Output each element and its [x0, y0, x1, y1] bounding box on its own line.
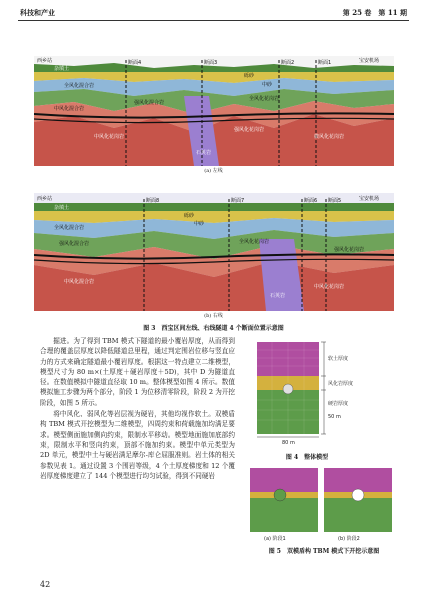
fig3-caption: 图 3 西宝区间左线、右线隧道 4 个断面位置示意图: [143, 325, 284, 332]
layer-label: 砾砂: [184, 213, 195, 219]
layer-label: 全风化花岗岩: [239, 239, 270, 245]
journal-name: 科技和产业: [20, 8, 55, 17]
fig4-label: 硬岩厚度: [328, 401, 349, 407]
layer-label: 强风化混合岩: [134, 100, 165, 106]
fig4-dim-width: 80 m: [282, 440, 295, 446]
fig3b-subcaption: (b) 右线: [204, 313, 223, 319]
left-end-label: 西乡站: [37, 196, 53, 202]
layer-label: 微风化花岗岩: [314, 134, 345, 140]
layer-label: 全风化花岗岩: [249, 96, 280, 102]
layer-label: 强风化花岗岩: [234, 127, 265, 133]
geologic-section-right-line: [34, 193, 394, 311]
paragraph: 掘进。为了得到 TBM 模式下隧道的最小覆岩厚度，从而得到合理的覆盖层厚度以降低隧道总里程，通过判定围岩位移与竖直应力的方式来确定隧道最小覆岩厚度。根据这一特点建立二维模型，模型尺寸为 80 m×(土厚度＋硬岩厚度＋5D)，其中 D 为隧道直径。在数值模拟中隧道直径取 10 m。整体模型如图 4 所示。数值模拟施工步骤为两个部分，阶段 1 为位移清零阶段，阶段 2 为开挖阶段，如图 5 所示。: [40, 337, 235, 407]
layer-label: 杂填土: [54, 66, 70, 72]
layer-label: 中风化混合岩: [64, 279, 95, 285]
section-label: 断面7: [231, 198, 245, 204]
layer-label: 全风化混合岩: [54, 225, 85, 231]
layer-label: 中砂: [194, 221, 205, 227]
right-end-label: 宝安机场: [359, 58, 380, 64]
section-label: 断面8: [146, 198, 160, 204]
section-label: 断面6: [304, 198, 318, 204]
section-label: 断面3: [204, 60, 218, 66]
header-rule: [18, 20, 409, 21]
layer-label: 砾砂: [244, 73, 255, 79]
layer-label: 石英岩: [270, 293, 286, 299]
fig5a-subcaption: (a) 阶段1: [264, 536, 286, 542]
layer-label: 中砂: [262, 82, 273, 88]
paragraph: 将中风化、弱风化等岩层视为硬岩，其他均视作软土。双模盾构 TBM 模式开挖模型为二维模型，四周约束和荷载施加均满足要求。模型侧面施加侧向约束，限制水平移动。模型地面施加底部约束，限制水平和竖向约束，顶部不施加约束。模型中单元类型为 2D 单元，模型中土与硬岩满足摩尔-库仑屈服准则。岩土体的相关参数见表 1。通过设置 3 个围岩等级，4 个土厚度梯度和 12 个覆岩厚度梯度建立了 144 个模型进行均匀试验，得到不同硬岩: [40, 410, 235, 480]
section-label: 断面2: [281, 60, 295, 66]
overall-model-figure: [252, 340, 392, 446]
layer-label: 全风化混合岩: [64, 83, 95, 89]
fig5-caption: 图 5 双模盾构 TBM 模式下开挖示意图: [268, 548, 380, 555]
section-label: 断面5: [328, 198, 342, 204]
fig4-caption: 图 4 整体模型: [285, 454, 329, 461]
right-end-label: 宝安机场: [359, 196, 380, 202]
layer-label: 中风化混合岩: [54, 106, 85, 112]
layer-label: 中风化花岗岩: [94, 134, 125, 140]
layer-label: 强风化花岗岩: [334, 247, 365, 253]
fig4-label: 风化岩厚度: [328, 381, 354, 387]
issue-info: 第 25 卷 第 11 期: [342, 8, 407, 17]
layer-label: 杂填土: [54, 205, 70, 211]
fig4-label: 软土厚度: [328, 356, 349, 362]
excavation-stage2-figure: [324, 468, 394, 542]
excavation-stage1-figure: [250, 468, 320, 542]
section-label: 断面4: [128, 60, 142, 66]
body-text: [40, 336, 235, 481]
left-end-label: 西乡站: [37, 58, 53, 64]
layer-label: 石英岩: [196, 150, 212, 156]
page-number: 42: [40, 580, 51, 589]
layer-label: 强风化混合岩: [59, 241, 90, 247]
geologic-section-left-line: [34, 56, 394, 166]
section-label: 断面1: [318, 60, 332, 66]
layer-label: 中风化花岗岩: [314, 284, 345, 290]
fig4-dim-height: 50 m: [328, 414, 341, 420]
fig5b-subcaption: (b) 阶段2: [338, 536, 360, 542]
fig3a-subcaption: (a) 左线: [204, 168, 223, 174]
